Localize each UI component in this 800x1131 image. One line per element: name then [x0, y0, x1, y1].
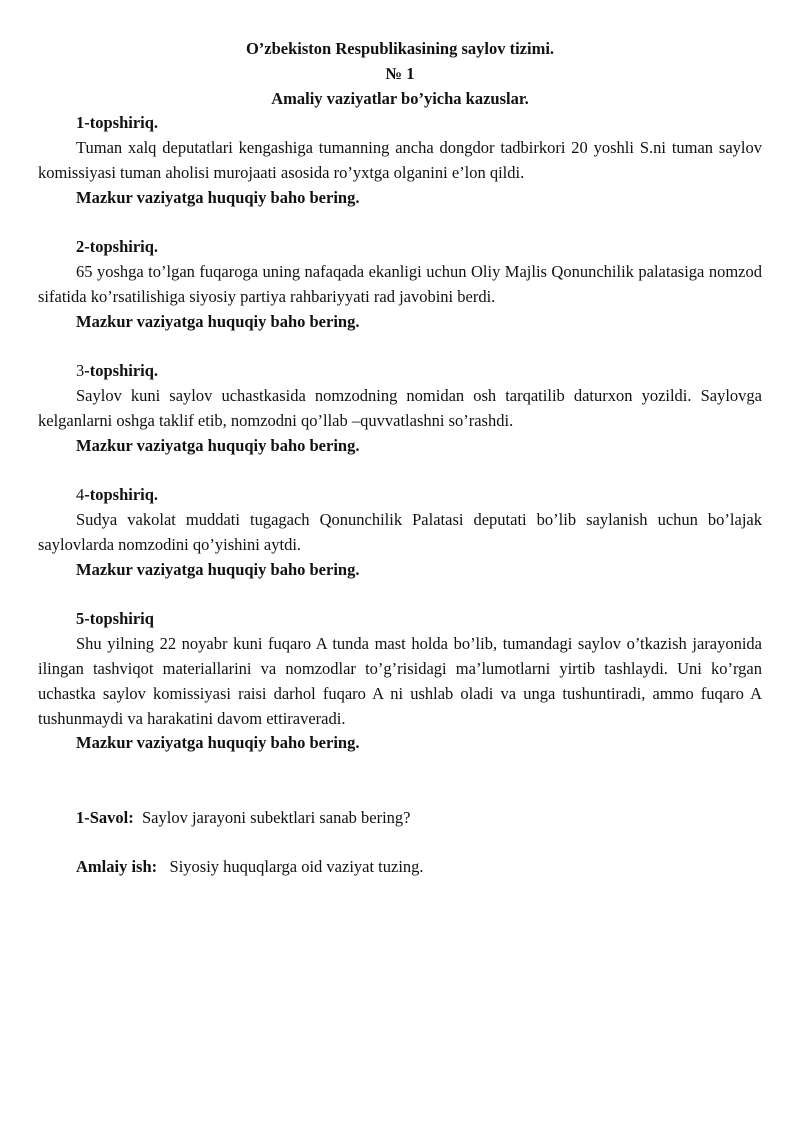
- spacer: [38, 831, 762, 856]
- task-number: 1: [76, 113, 85, 133]
- amaliy-line: [38, 855, 762, 880]
- spacer: [38, 781, 762, 806]
- document-subtitle: Amaliy vaziyatlar bo’yicha kazuslar.: [271, 88, 529, 108]
- task-question: Mazkur vaziyatga huquqiy baho bering.: [76, 733, 360, 753]
- spacer: [38, 756, 762, 781]
- spacer: [38, 459, 762, 484]
- savol-label: 1-Savol:: [76, 807, 134, 827]
- task-4: [38, 483, 762, 582]
- task-2: [38, 235, 762, 334]
- task-label: -topshiriq.: [84, 113, 159, 133]
- task-title: [38, 483, 762, 508]
- task-number: 5: [76, 609, 85, 629]
- savol-text: Saylov jarayoni subektlari sanab bering?: [142, 807, 411, 827]
- spacer: [38, 583, 762, 608]
- task-label: -topshiriq.: [84, 361, 159, 381]
- spacer: [38, 211, 762, 236]
- document-number: № 1: [385, 63, 415, 83]
- amaliy-label: Amlaiy ish:: [76, 857, 158, 877]
- document-header: [38, 37, 762, 111]
- task-5: [38, 607, 762, 756]
- task-question: Mazkur vaziyatga huquqiy baho bering.: [76, 559, 360, 579]
- task-title: [38, 235, 762, 260]
- task-text: Shu yilning 22 noyabr kuni fuqaro A tunda mast holda bo’lib, tumandagi saylov o’tkazish jarayonida ilingan tashviqot materiallarini va nomzodlar to’g’risidagi ma’lumotlarni yirtib tashlaydi. Uni ko’rgan uchastka saylov komissiyasi raisi darhol fuqaro A ni ushlab oladi va unga tushuntiradi, ammo fuqaro A tushunmaydi va harakatini davom ettiraveradi.: [38, 634, 762, 728]
- task-number: 4: [76, 485, 85, 505]
- spacer: [38, 335, 762, 360]
- task-text: Sudya vakolat muddati tugagach Qonunchilik Palatasi deputati bo’lib saylanish uchun bo’lajak saylovlarda nomzodini qo’yishini aytdi.: [38, 510, 762, 554]
- task-3: [38, 359, 762, 458]
- task-number: 2: [76, 237, 85, 257]
- task-text: 65 yoshga to’lgan fuqaroga uning nafaqada ekanligi uchun Oliy Majlis Qonunchilik palatasiga nomzod sifatida ko’rsatilishiga siyosiy partiya rahbariyyati rad javobini berdi.: [38, 262, 762, 306]
- task-title: [38, 111, 762, 136]
- task-text: Tuman xalq deputatlari kengashiga tumanning ancha dongdor tadbirkori 20 yoshli S.ni tuman saylov komissiyasi tuman aholisi murojaati asosida ro’yxtga olganini e’lon qildi.: [38, 138, 762, 182]
- task-title: [38, 359, 762, 384]
- task-label: -topshiriq.: [84, 237, 159, 257]
- task-1: [38, 111, 762, 210]
- task-number: 3: [76, 361, 85, 381]
- task-question: Mazkur vaziyatga huquqiy baho bering.: [76, 435, 360, 455]
- task-title: [38, 607, 762, 632]
- savol-line: [38, 806, 762, 831]
- task-question: Mazkur vaziyatga huquqiy baho bering.: [76, 311, 360, 331]
- task-label: -topshiriq: [84, 609, 154, 629]
- task-label: -topshiriq.: [84, 485, 159, 505]
- amaliy-text: Siyosiy huquqlarga oid vaziyat tuzing.: [169, 857, 424, 877]
- task-text: Saylov kuni saylov uchastkasida nomzodning nomidan osh tarqatilib daturxon yozildi. Saylovga kelganlarni oshga taklif etib, nomzodni qo’llab –quvvatlashni so’rashdi.: [38, 386, 762, 430]
- document-title: O’zbekiston Respublikasining saylov tizimi.: [245, 39, 555, 58]
- task-question: Mazkur vaziyatga huquqiy baho bering.: [76, 187, 360, 207]
